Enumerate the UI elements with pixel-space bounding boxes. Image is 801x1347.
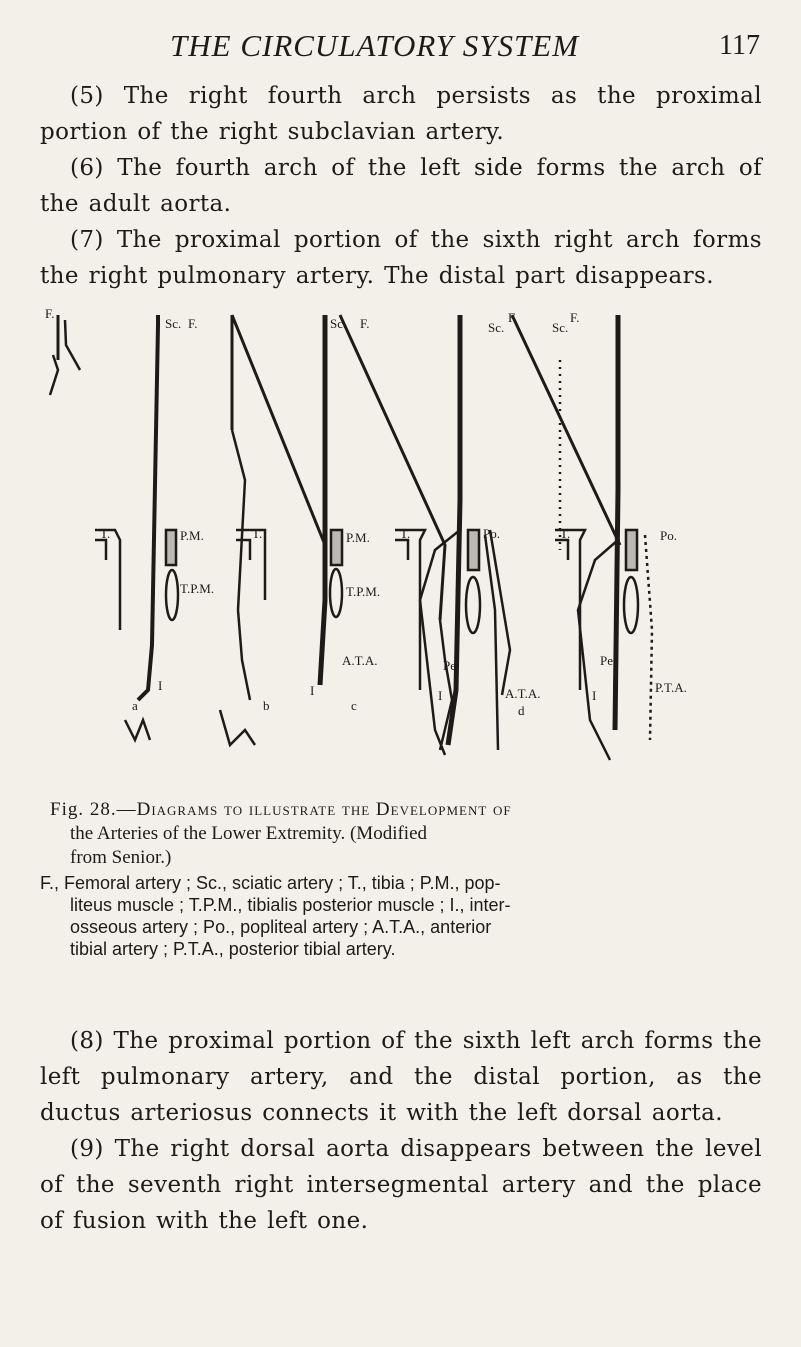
label-c-ATA: A.T.A. <box>342 653 378 668</box>
label-a-letter: a <box>132 698 138 713</box>
page-number: 117 <box>719 30 760 61</box>
diagram-b <box>220 315 342 745</box>
label-c-I: I <box>438 688 443 703</box>
figure-caption <box>40 798 762 870</box>
label-d-F: F. <box>570 310 580 325</box>
label-b-Sc: Sc. <box>330 316 347 331</box>
label-c-Po: Po. <box>483 526 500 541</box>
label-a-TPM: T.P.M. <box>180 581 215 596</box>
label-d-T: T. <box>560 526 571 541</box>
paragraph-5: (5) The right fourth arch persists as the proximal portion of the right subclavian artery. <box>40 83 762 145</box>
paragraph-8: (8) The proximal portion of the sixth left arch forms the left pulmonary artery, and the distal portion, as the ductus arteriosus connects it with the left dorsal aorta. <box>40 1028 762 1126</box>
label-c-Sc: Sc. <box>488 320 505 335</box>
legend-line-1: F., Femoral artery ; Sc., sciatic artery ; T., tibia ; P.M., pop- <box>40 873 501 893</box>
label-b-PM: P.M. <box>346 530 370 545</box>
figure-legend <box>40 872 762 960</box>
label-b-T: T. <box>252 526 263 541</box>
label-b-TPM: T.P.M. <box>346 584 381 599</box>
label-d-letter: d <box>518 703 525 718</box>
label-a-I: I <box>158 678 163 693</box>
legend-line-4: tibial artery ; P.T.A., posterior tibial artery. <box>70 939 396 959</box>
label-d-ATA: A.T.A. <box>505 686 541 701</box>
label-b-F: F. <box>360 316 370 331</box>
label-d-I: I <box>592 688 597 703</box>
label-c-Pe: Pe. <box>443 658 460 673</box>
paragraph-6: (6) The fourth arch of the left side forms the arch of the adult aorta. <box>40 155 762 217</box>
label-a-T: T. <box>100 526 111 541</box>
legend-line-2: liteus muscle ; T.P.M., tibialis posterior muscle ; I., inter- <box>70 895 511 915</box>
label-d-Sc: Sc. <box>552 320 569 335</box>
label-a-F2: F. <box>188 316 198 331</box>
figure-28 <box>40 300 720 800</box>
paragraph-9: (9) The right dorsal aorta disappears between the level of the seventh right intersegmental artery and the place of fusion with the left one. <box>40 1136 762 1234</box>
caption-title-2: the Arteries of the Lower Extremity. (Modified <box>70 823 428 844</box>
artery-diagrams <box>40 300 720 800</box>
caption-title-1: —Diagrams to illustrate the Development of <box>116 799 512 820</box>
label-d-Po: Po. <box>660 528 677 543</box>
label-a-PM: P.M. <box>180 528 204 543</box>
label-c-letter: c <box>351 698 357 713</box>
legend-line-3: osseous artery ; Po., popliteal artery ; A.T.A., anterior <box>70 917 492 937</box>
label-d-PTA: P.T.A. <box>655 680 687 695</box>
running-title: THE CIRCULATORY SYSTEM <box>170 28 580 63</box>
paragraph-7: (7) The proximal portion of the sixth right arch forms the right pulmonary artery. The distal part disappears. <box>40 227 762 289</box>
diagram-a <box>50 315 178 740</box>
caption-title-3: from Senior.) <box>70 847 172 868</box>
label-b-letter: b <box>263 698 270 713</box>
label-d-Pe: Pe. <box>600 653 617 668</box>
label-b-I: I <box>310 683 315 698</box>
label-c-T: T. <box>400 526 411 541</box>
label-c-F: F. <box>508 310 518 325</box>
label-a-Sc: Sc. <box>165 316 182 331</box>
figure-number: Fig. 28. <box>50 799 117 820</box>
running-head <box>40 28 760 68</box>
label-a-F: F. <box>45 306 55 321</box>
